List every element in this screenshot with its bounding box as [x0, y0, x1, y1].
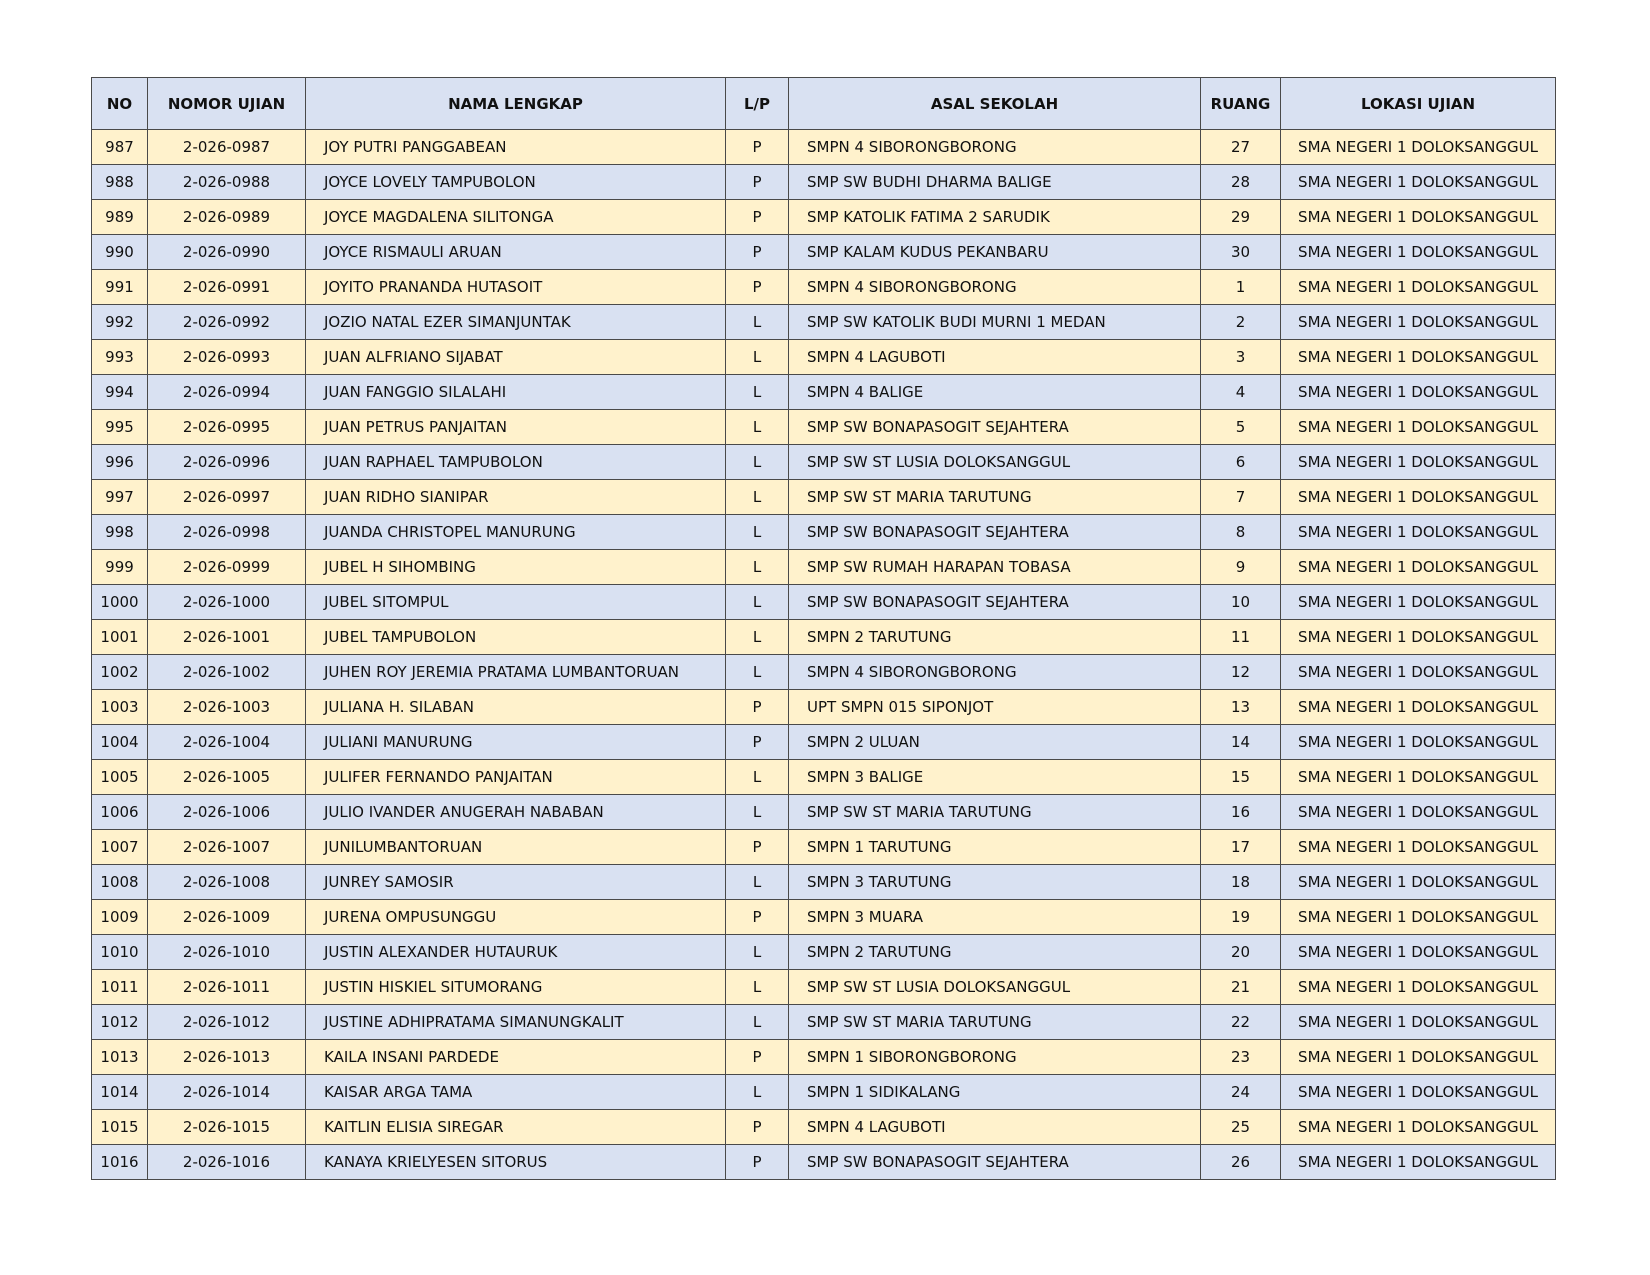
cell-asal-sekolah: SMPN 4 LAGUBOTI [789, 1110, 1201, 1145]
cell-asal-sekolah: SMPN 4 SIBORONGBORONG [789, 655, 1201, 690]
cell-no: 1006 [92, 795, 148, 830]
cell-nama-lengkap: JOY PUTRI PANGGABEAN [306, 130, 726, 165]
cell-nama-lengkap: JUBEL SITOMPUL [306, 585, 726, 620]
cell-no: 1011 [92, 970, 148, 1005]
cell-asal-sekolah: SMPN 3 MUARA [789, 900, 1201, 935]
cell-lokasi-ujian: SMA NEGERI 1 DOLOKSANGGUL [1281, 445, 1556, 480]
cell-nama-lengkap: KANAYA KRIELYESEN SITORUS [306, 1145, 726, 1180]
cell-lokasi-ujian: SMA NEGERI 1 DOLOKSANGGUL [1281, 970, 1556, 1005]
cell-nama-lengkap: JUBEL H SIHOMBING [306, 550, 726, 585]
cell-nomor-ujian: 2-026-0994 [148, 375, 306, 410]
cell-nomor-ujian: 2-026-0993 [148, 340, 306, 375]
cell-nama-lengkap: JUHEN ROY JEREMIA PRATAMA LUMBANTORUAN [306, 655, 726, 690]
cell-asal-sekolah: SMP SW ST MARIA TARUTUNG [789, 795, 1201, 830]
table-body [92, 130, 1556, 1180]
header-nama-lengkap: NAMA LENGKAP [306, 78, 726, 130]
table-row [92, 1075, 1556, 1110]
cell-no: 994 [92, 375, 148, 410]
cell-asal-sekolah: SMP SW ST LUSIA DOLOKSANGGUL [789, 445, 1201, 480]
cell-nomor-ujian: 2-026-0992 [148, 305, 306, 340]
cell-lp: P [726, 235, 789, 270]
cell-lokasi-ujian: SMA NEGERI 1 DOLOKSANGGUL [1281, 725, 1556, 760]
cell-nama-lengkap: JOZIO NATAL EZER SIMANJUNTAK [306, 305, 726, 340]
cell-lokasi-ujian: SMA NEGERI 1 DOLOKSANGGUL [1281, 200, 1556, 235]
cell-lp: L [726, 1005, 789, 1040]
cell-lokasi-ujian: SMA NEGERI 1 DOLOKSANGGUL [1281, 550, 1556, 585]
cell-no: 999 [92, 550, 148, 585]
table-row [92, 690, 1556, 725]
cell-lokasi-ujian: SMA NEGERI 1 DOLOKSANGGUL [1281, 1005, 1556, 1040]
cell-no: 996 [92, 445, 148, 480]
cell-nama-lengkap: JOYCE MAGDALENA SILITONGA [306, 200, 726, 235]
cell-nomor-ujian: 2-026-1008 [148, 865, 306, 900]
cell-asal-sekolah: SMPN 4 SIBORONGBORONG [789, 130, 1201, 165]
cell-nama-lengkap: JUAN PETRUS PANJAITAN [306, 410, 726, 445]
cell-asal-sekolah: SMPN 1 TARUTUNG [789, 830, 1201, 865]
cell-lokasi-ujian: SMA NEGERI 1 DOLOKSANGGUL [1281, 1040, 1556, 1075]
cell-nama-lengkap: KAISAR ARGA TAMA [306, 1075, 726, 1110]
table-row [92, 550, 1556, 585]
table-row [92, 340, 1556, 375]
cell-lp: L [726, 970, 789, 1005]
table-row [92, 970, 1556, 1005]
table-row [92, 620, 1556, 655]
cell-ruang: 20 [1201, 935, 1281, 970]
table-row [92, 305, 1556, 340]
header-nomor-ujian: NOMOR UJIAN [148, 78, 306, 130]
cell-ruang: 15 [1201, 760, 1281, 795]
cell-lokasi-ujian: SMA NEGERI 1 DOLOKSANGGUL [1281, 690, 1556, 725]
cell-no: 1007 [92, 830, 148, 865]
table-row [92, 130, 1556, 165]
cell-no: 995 [92, 410, 148, 445]
header-row [92, 78, 1556, 130]
cell-nomor-ujian: 2-026-1010 [148, 935, 306, 970]
cell-ruang: 30 [1201, 235, 1281, 270]
cell-nama-lengkap: JULIO IVANDER ANUGERAH NABABAN [306, 795, 726, 830]
cell-no: 991 [92, 270, 148, 305]
cell-lp: P [726, 690, 789, 725]
cell-asal-sekolah: SMP SW ST MARIA TARUTUNG [789, 1005, 1201, 1040]
cell-no: 1010 [92, 935, 148, 970]
cell-lp: P [726, 165, 789, 200]
cell-asal-sekolah: SMP SW ST LUSIA DOLOKSANGGUL [789, 970, 1201, 1005]
cell-nama-lengkap: KAITLIN ELISIA SIREGAR [306, 1110, 726, 1145]
cell-lp: L [726, 620, 789, 655]
cell-nomor-ujian: 2-026-0990 [148, 235, 306, 270]
cell-lokasi-ujian: SMA NEGERI 1 DOLOKSANGGUL [1281, 1110, 1556, 1145]
cell-ruang: 11 [1201, 620, 1281, 655]
cell-asal-sekolah: SMPN 3 BALIGE [789, 760, 1201, 795]
cell-nomor-ujian: 2-026-1013 [148, 1040, 306, 1075]
cell-ruang: 2 [1201, 305, 1281, 340]
cell-nama-lengkap: JUNREY SAMOSIR [306, 865, 726, 900]
cell-lp: P [726, 725, 789, 760]
cell-nama-lengkap: JUSTINE ADHIPRATAMA SIMANUNGKALIT [306, 1005, 726, 1040]
cell-no: 1008 [92, 865, 148, 900]
cell-lokasi-ujian: SMA NEGERI 1 DOLOKSANGGUL [1281, 620, 1556, 655]
cell-ruang: 23 [1201, 1040, 1281, 1075]
cell-no: 1002 [92, 655, 148, 690]
table-row [92, 830, 1556, 865]
cell-asal-sekolah: SMP SW RUMAH HARAPAN TOBASA [789, 550, 1201, 585]
cell-ruang: 21 [1201, 970, 1281, 1005]
cell-lp: P [726, 1110, 789, 1145]
table-row [92, 1110, 1556, 1145]
cell-ruang: 5 [1201, 410, 1281, 445]
cell-asal-sekolah: SMP SW KATOLIK BUDI MURNI 1 MEDAN [789, 305, 1201, 340]
cell-lokasi-ujian: SMA NEGERI 1 DOLOKSANGGUL [1281, 795, 1556, 830]
cell-ruang: 22 [1201, 1005, 1281, 1040]
cell-nomor-ujian: 2-026-1009 [148, 900, 306, 935]
cell-nomor-ujian: 2-026-0987 [148, 130, 306, 165]
cell-ruang: 18 [1201, 865, 1281, 900]
cell-lp: L [726, 410, 789, 445]
cell-ruang: 1 [1201, 270, 1281, 305]
table-row [92, 270, 1556, 305]
table-row [92, 935, 1556, 970]
cell-no: 997 [92, 480, 148, 515]
cell-lp: L [726, 340, 789, 375]
cell-no: 987 [92, 130, 148, 165]
cell-lp: L [726, 445, 789, 480]
table-row [92, 200, 1556, 235]
header-no: NO [92, 78, 148, 130]
cell-lp: P [726, 130, 789, 165]
cell-asal-sekolah: UPT SMPN 015 SIPONJOT [789, 690, 1201, 725]
cell-nomor-ujian: 2-026-0997 [148, 480, 306, 515]
cell-nama-lengkap: JUAN FANGGIO SILALAHI [306, 375, 726, 410]
cell-lp: P [726, 900, 789, 935]
cell-ruang: 24 [1201, 1075, 1281, 1110]
cell-lokasi-ujian: SMA NEGERI 1 DOLOKSANGGUL [1281, 760, 1556, 795]
cell-no: 1004 [92, 725, 148, 760]
cell-asal-sekolah: SMP SW BONAPASOGIT SEJAHTERA [789, 410, 1201, 445]
cell-lp: L [726, 480, 789, 515]
table-row [92, 515, 1556, 550]
table-row [92, 375, 1556, 410]
table-row [92, 795, 1556, 830]
exam-participant-table [91, 77, 1556, 1180]
cell-ruang: 26 [1201, 1145, 1281, 1180]
cell-asal-sekolah: SMPN 2 ULUAN [789, 725, 1201, 760]
cell-ruang: 12 [1201, 655, 1281, 690]
cell-nama-lengkap: JUANDA CHRISTOPEL MANURUNG [306, 515, 726, 550]
cell-nama-lengkap: JULIFER FERNANDO PANJAITAN [306, 760, 726, 795]
cell-lp: P [726, 1040, 789, 1075]
table-row [92, 410, 1556, 445]
cell-lp: P [726, 830, 789, 865]
cell-nama-lengkap: JUSTIN ALEXANDER HUTAURUK [306, 935, 726, 970]
cell-asal-sekolah: SMP KALAM KUDUS PEKANBARU [789, 235, 1201, 270]
cell-lokasi-ujian: SMA NEGERI 1 DOLOKSANGGUL [1281, 515, 1556, 550]
cell-nomor-ujian: 2-026-1003 [148, 690, 306, 725]
cell-asal-sekolah: SMPN 1 SIDIKALANG [789, 1075, 1201, 1110]
table-row [92, 585, 1556, 620]
cell-no: 1012 [92, 1005, 148, 1040]
table-header [92, 78, 1556, 130]
cell-ruang: 16 [1201, 795, 1281, 830]
cell-nomor-ujian: 2-026-1012 [148, 1005, 306, 1040]
cell-ruang: 7 [1201, 480, 1281, 515]
cell-no: 1009 [92, 900, 148, 935]
cell-no: 1014 [92, 1075, 148, 1110]
cell-lokasi-ujian: SMA NEGERI 1 DOLOKSANGGUL [1281, 480, 1556, 515]
cell-nomor-ujian: 2-026-1004 [148, 725, 306, 760]
cell-nomor-ujian: 2-026-1015 [148, 1110, 306, 1145]
cell-nomor-ujian: 2-026-1014 [148, 1075, 306, 1110]
cell-asal-sekolah: SMPN 4 LAGUBOTI [789, 340, 1201, 375]
cell-no: 1001 [92, 620, 148, 655]
cell-lp: L [726, 655, 789, 690]
cell-asal-sekolah: SMP SW BUDHI DHARMA BALIGE [789, 165, 1201, 200]
cell-asal-sekolah: SMP KATOLIK FATIMA 2 SARUDIK [789, 200, 1201, 235]
cell-nomor-ujian: 2-026-1000 [148, 585, 306, 620]
cell-lokasi-ujian: SMA NEGERI 1 DOLOKSANGGUL [1281, 270, 1556, 305]
cell-nomor-ujian: 2-026-0989 [148, 200, 306, 235]
cell-lp: L [726, 1075, 789, 1110]
header-ruang: RUANG [1201, 78, 1281, 130]
cell-lp: L [726, 795, 789, 830]
cell-nomor-ujian: 2-026-0998 [148, 515, 306, 550]
cell-ruang: 6 [1201, 445, 1281, 480]
cell-no: 1003 [92, 690, 148, 725]
table-row [92, 165, 1556, 200]
cell-ruang: 19 [1201, 900, 1281, 935]
cell-nama-lengkap: JUSTIN HISKIEL SITUMORANG [306, 970, 726, 1005]
cell-nama-lengkap: JULIANA H. SILABAN [306, 690, 726, 725]
cell-nomor-ujian: 2-026-1016 [148, 1145, 306, 1180]
cell-ruang: 29 [1201, 200, 1281, 235]
cell-ruang: 17 [1201, 830, 1281, 865]
cell-lokasi-ujian: SMA NEGERI 1 DOLOKSANGGUL [1281, 305, 1556, 340]
cell-nomor-ujian: 2-026-1011 [148, 970, 306, 1005]
cell-nama-lengkap: JOYCE RISMAULI ARUAN [306, 235, 726, 270]
cell-ruang: 28 [1201, 165, 1281, 200]
cell-no: 1013 [92, 1040, 148, 1075]
cell-nomor-ujian: 2-026-1001 [148, 620, 306, 655]
table-row [92, 1040, 1556, 1075]
cell-asal-sekolah: SMPN 4 SIBORONGBORONG [789, 270, 1201, 305]
cell-lp: L [726, 305, 789, 340]
table-row [92, 1005, 1556, 1040]
cell-asal-sekolah: SMP SW BONAPASOGIT SEJAHTERA [789, 515, 1201, 550]
table-row [92, 760, 1556, 795]
cell-lokasi-ujian: SMA NEGERI 1 DOLOKSANGGUL [1281, 1075, 1556, 1110]
cell-lokasi-ujian: SMA NEGERI 1 DOLOKSANGGUL [1281, 1145, 1556, 1180]
cell-lp: P [726, 200, 789, 235]
cell-lokasi-ujian: SMA NEGERI 1 DOLOKSANGGUL [1281, 410, 1556, 445]
cell-lokasi-ujian: SMA NEGERI 1 DOLOKSANGGUL [1281, 900, 1556, 935]
cell-lp: L [726, 585, 789, 620]
cell-ruang: 25 [1201, 1110, 1281, 1145]
header-asal-sekolah: ASAL SEKOLAH [789, 78, 1201, 130]
cell-nama-lengkap: JUNILUMBANTORUAN [306, 830, 726, 865]
cell-nama-lengkap: JUAN ALFRIANO SIJABAT [306, 340, 726, 375]
table-row [92, 480, 1556, 515]
cell-asal-sekolah: SMPN 3 TARUTUNG [789, 865, 1201, 900]
cell-lokasi-ujian: SMA NEGERI 1 DOLOKSANGGUL [1281, 165, 1556, 200]
cell-lp: L [726, 865, 789, 900]
cell-no: 993 [92, 340, 148, 375]
cell-lp: L [726, 550, 789, 585]
cell-nomor-ujian: 2-026-0988 [148, 165, 306, 200]
cell-lokasi-ujian: SMA NEGERI 1 DOLOKSANGGUL [1281, 585, 1556, 620]
table-row [92, 235, 1556, 270]
cell-ruang: 10 [1201, 585, 1281, 620]
cell-nomor-ujian: 2-026-1005 [148, 760, 306, 795]
header-lokasi-ujian: LOKASI UJIAN [1281, 78, 1556, 130]
cell-ruang: 4 [1201, 375, 1281, 410]
cell-lokasi-ujian: SMA NEGERI 1 DOLOKSANGGUL [1281, 375, 1556, 410]
cell-no: 1015 [92, 1110, 148, 1145]
cell-nama-lengkap: JULIANI MANURUNG [306, 725, 726, 760]
cell-nama-lengkap: JOYCE LOVELY TAMPUBOLON [306, 165, 726, 200]
cell-nomor-ujian: 2-026-1006 [148, 795, 306, 830]
cell-nomor-ujian: 2-026-0996 [148, 445, 306, 480]
cell-nama-lengkap: JURENA OMPUSUNGGU [306, 900, 726, 935]
cell-asal-sekolah: SMP SW BONAPASOGIT SEJAHTERA [789, 585, 1201, 620]
cell-lokasi-ujian: SMA NEGERI 1 DOLOKSANGGUL [1281, 935, 1556, 970]
cell-asal-sekolah: SMP SW ST MARIA TARUTUNG [789, 480, 1201, 515]
table-row [92, 1145, 1556, 1180]
cell-no: 998 [92, 515, 148, 550]
table-row [92, 725, 1556, 760]
cell-ruang: 3 [1201, 340, 1281, 375]
cell-lp: P [726, 1145, 789, 1180]
table-row [92, 445, 1556, 480]
cell-nomor-ujian: 2-026-0991 [148, 270, 306, 305]
cell-ruang: 27 [1201, 130, 1281, 165]
header-lp: L/P [726, 78, 789, 130]
cell-asal-sekolah: SMP SW BONAPASOGIT SEJAHTERA [789, 1145, 1201, 1180]
cell-no: 992 [92, 305, 148, 340]
cell-lokasi-ujian: SMA NEGERI 1 DOLOKSANGGUL [1281, 235, 1556, 270]
cell-ruang: 8 [1201, 515, 1281, 550]
cell-asal-sekolah: SMPN 2 TARUTUNG [789, 935, 1201, 970]
cell-ruang: 9 [1201, 550, 1281, 585]
cell-ruang: 14 [1201, 725, 1281, 760]
cell-no: 988 [92, 165, 148, 200]
table-row [92, 900, 1556, 935]
cell-nomor-ujian: 2-026-0999 [148, 550, 306, 585]
cell-asal-sekolah: SMPN 4 BALIGE [789, 375, 1201, 410]
cell-no: 1016 [92, 1145, 148, 1180]
cell-no: 990 [92, 235, 148, 270]
cell-lokasi-ujian: SMA NEGERI 1 DOLOKSANGGUL [1281, 340, 1556, 375]
table-row [92, 865, 1556, 900]
cell-lp: L [726, 375, 789, 410]
cell-nama-lengkap: JUAN RAPHAEL TAMPUBOLON [306, 445, 726, 480]
cell-no: 1005 [92, 760, 148, 795]
cell-lp: L [726, 760, 789, 795]
cell-lp: L [726, 515, 789, 550]
cell-nomor-ujian: 2-026-1002 [148, 655, 306, 690]
cell-lokasi-ujian: SMA NEGERI 1 DOLOKSANGGUL [1281, 655, 1556, 690]
cell-no: 989 [92, 200, 148, 235]
cell-lp: P [726, 270, 789, 305]
cell-lokasi-ujian: SMA NEGERI 1 DOLOKSANGGUL [1281, 865, 1556, 900]
cell-lp: L [726, 935, 789, 970]
cell-asal-sekolah: SMPN 2 TARUTUNG [789, 620, 1201, 655]
cell-nama-lengkap: JUAN RIDHO SIANIPAR [306, 480, 726, 515]
cell-nomor-ujian: 2-026-1007 [148, 830, 306, 865]
cell-nama-lengkap: KAILA INSANI PARDEDE [306, 1040, 726, 1075]
cell-nomor-ujian: 2-026-0995 [148, 410, 306, 445]
cell-asal-sekolah: SMPN 1 SIBORONGBORONG [789, 1040, 1201, 1075]
cell-lokasi-ujian: SMA NEGERI 1 DOLOKSANGGUL [1281, 130, 1556, 165]
table-row [92, 655, 1556, 690]
cell-nama-lengkap: JOYITO PRANANDA HUTASOIT [306, 270, 726, 305]
cell-nama-lengkap: JUBEL TAMPUBOLON [306, 620, 726, 655]
cell-ruang: 13 [1201, 690, 1281, 725]
cell-no: 1000 [92, 585, 148, 620]
cell-lokasi-ujian: SMA NEGERI 1 DOLOKSANGGUL [1281, 830, 1556, 865]
